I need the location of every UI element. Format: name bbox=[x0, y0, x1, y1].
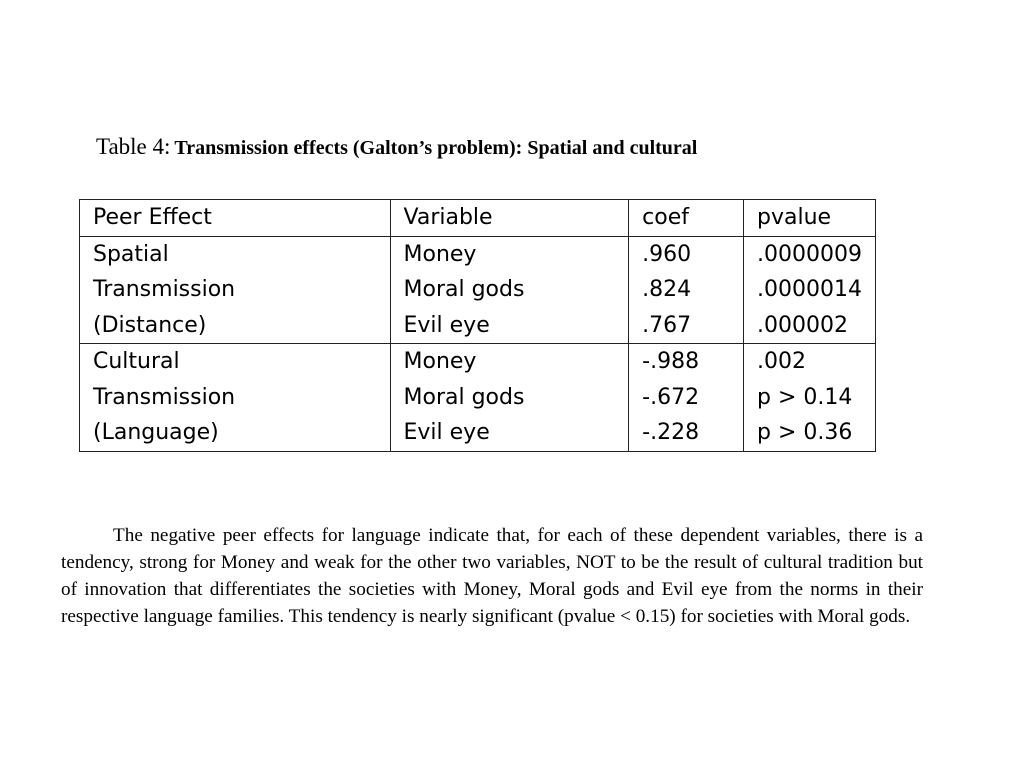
cell-peer-effect: (Language) bbox=[80, 415, 391, 451]
caption-label: Table 4: bbox=[96, 134, 171, 159]
table-row bbox=[80, 308, 876, 344]
cultural-group bbox=[80, 344, 876, 452]
cell-coef: -.228 bbox=[629, 415, 744, 451]
cell-coef: .824 bbox=[629, 272, 744, 308]
cell-variable: Money bbox=[390, 344, 629, 380]
cell-variable: Moral gods bbox=[390, 272, 629, 308]
table-row bbox=[80, 236, 876, 272]
header-pvalue: pvalue bbox=[744, 200, 876, 237]
peer-effects-table bbox=[79, 199, 876, 452]
cell-pvalue: .000002 bbox=[744, 308, 876, 344]
cell-peer-effect: Transmission bbox=[80, 272, 391, 308]
header-peer-effect: Peer Effect bbox=[80, 200, 391, 237]
table-row bbox=[80, 415, 876, 451]
table-row bbox=[80, 380, 876, 416]
cell-coef: .960 bbox=[629, 236, 744, 272]
cell-coef: -.988 bbox=[629, 344, 744, 380]
cell-variable: Money bbox=[390, 236, 629, 272]
header-coef: coef bbox=[629, 200, 744, 237]
cell-peer-effect: Spatial bbox=[80, 236, 391, 272]
caption-title: Transmission effects (Galton’s problem): Spatial and cultural bbox=[174, 137, 698, 159]
header-row bbox=[80, 200, 876, 237]
cell-pvalue: .0000014 bbox=[757, 277, 862, 302]
table-row bbox=[80, 344, 876, 380]
cell-pvalue: .002 bbox=[757, 349, 806, 374]
table-caption bbox=[96, 134, 697, 160]
cell-variable: Evil eye bbox=[390, 415, 629, 451]
cell-peer-effect: Cultural bbox=[80, 344, 391, 380]
cell-pvalue: p > 0.14 bbox=[757, 384, 853, 410]
header-variable: Variable bbox=[390, 200, 629, 237]
cell-variable: Moral gods bbox=[390, 380, 629, 416]
cell-coef: -.672 bbox=[629, 380, 744, 416]
cell-coef: .767 bbox=[629, 308, 744, 344]
table-row bbox=[80, 272, 876, 308]
cell-variable: Evil eye bbox=[390, 308, 629, 344]
cell-pvalue: p > 0.36 bbox=[757, 420, 853, 445]
cell-pvalue: .0000009 bbox=[757, 241, 862, 267]
body-paragraph: The negative peer effects for language indicate that, for each of these dependent variables, there is a tendency, strong for Money and weak for the other two variables, NOT to be the result of cultural tradition but of innovation that differentiates the societies with Money, Moral gods and Evil eye from the norms in their respective language families. This tendency is nearly significant (pvalue < 0.15) for societies with Moral gods. bbox=[61, 525, 923, 627]
cell-peer-effect: (Distance) bbox=[80, 308, 391, 344]
spatial-group bbox=[80, 236, 876, 344]
cell-peer-effect: Transmission bbox=[80, 380, 391, 416]
